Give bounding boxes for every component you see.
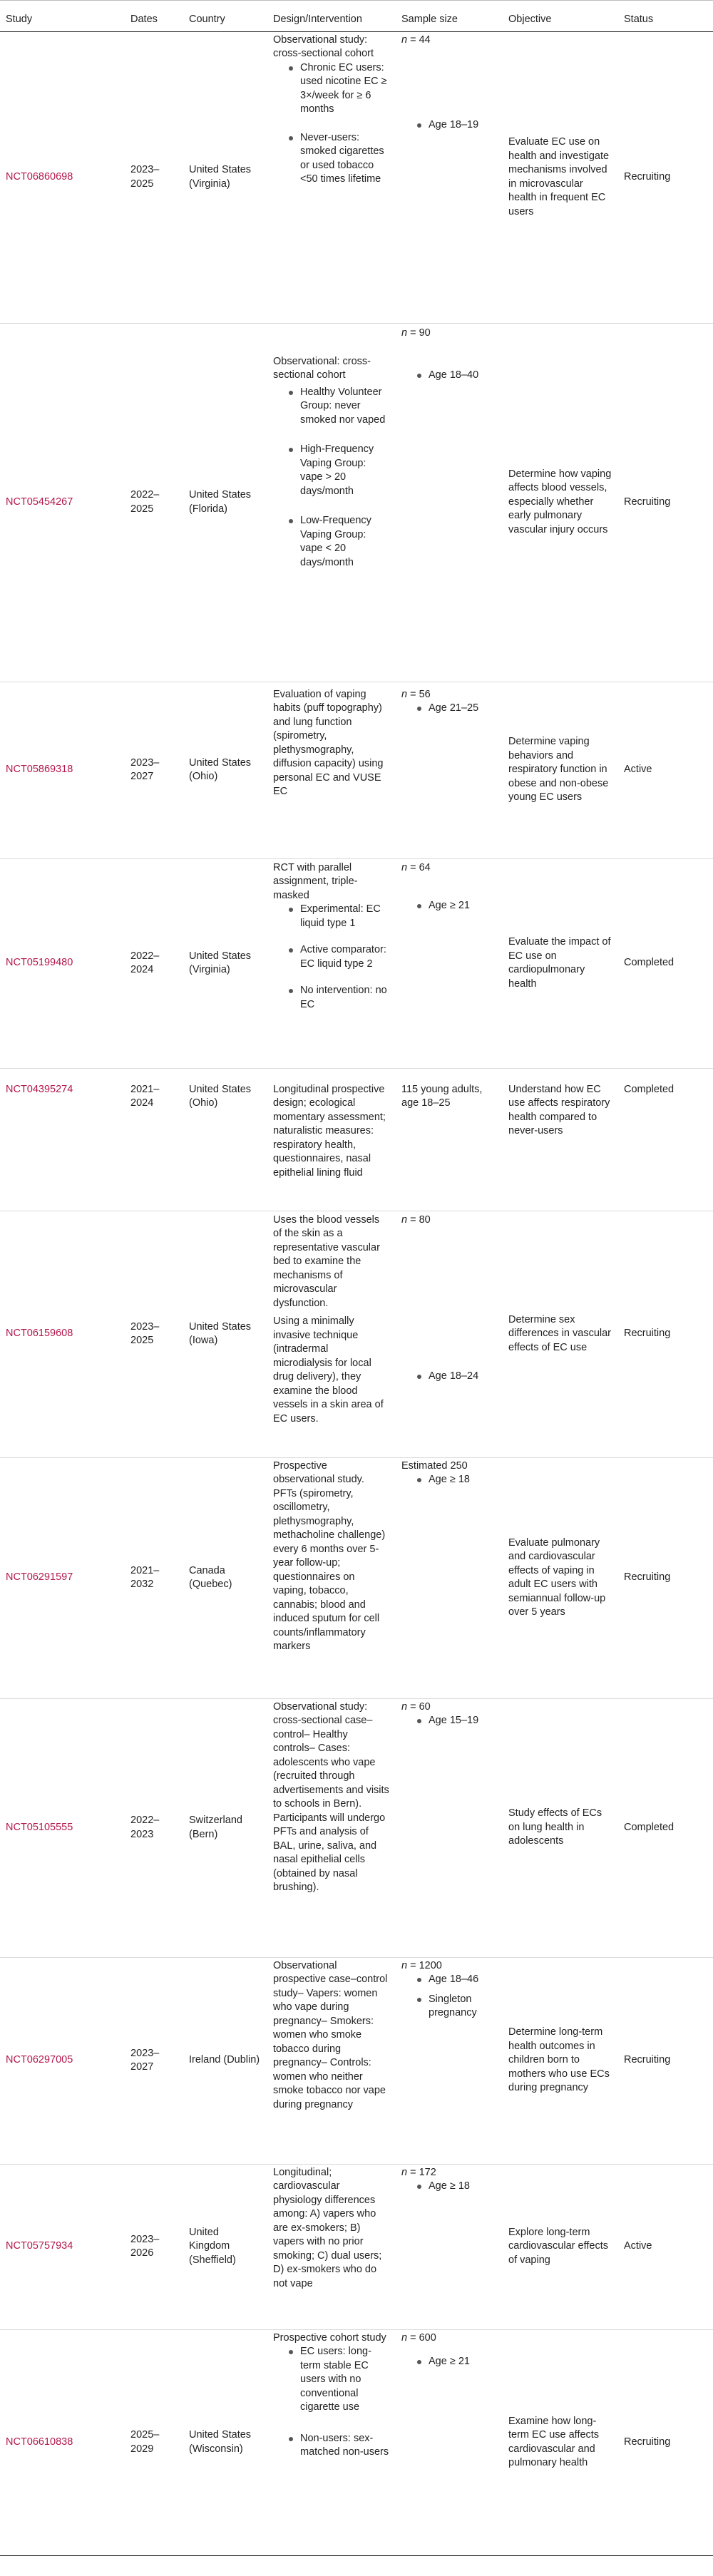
- sample-cell: [396, 31, 503, 323]
- design-bullet: Non-users: sex-matched non-users: [300, 2432, 390, 2460]
- sample-n: n = 172: [401, 2166, 436, 2178]
- design-cell: [267, 2329, 396, 2555]
- design-bullet: Healthy Volunteer Group: never smoked nor vaped: [300, 386, 390, 428]
- design-cell: [267, 858, 396, 1068]
- design-cell: [267, 323, 396, 682]
- country-cell: Switzerland (Bern): [189, 1815, 242, 1840]
- status-cell: Recruiting: [624, 1328, 671, 1340]
- design-text: Observational: cross-sectional cohort: [273, 355, 371, 381]
- dates-cell: 2021–2024: [130, 1083, 160, 1109]
- sample-cell: [396, 1698, 503, 1957]
- country-cell: United States (Virginia): [189, 164, 252, 190]
- design-bullet: Low-Frequency Vaping Group: vape < 20 days/month: [300, 514, 390, 570]
- status-cell: Recruiting: [624, 496, 671, 508]
- objective-cell: Determine long-term health outcomes in children born to mothers who use ECs during pregnancy: [508, 2026, 610, 2094]
- header-objective: Objective: [503, 1, 618, 32]
- sample-bullet: Singleton pregnancy: [429, 1993, 497, 2021]
- dates-cell: 2023–2025: [130, 164, 160, 190]
- objective-cell: Determine sex differences in vascular effects of EC use: [508, 1313, 612, 1353]
- header-country: Country: [183, 1, 267, 32]
- sample-cell: [396, 858, 503, 1068]
- header-status: Status: [618, 1, 713, 32]
- sample-cell: 115 young adults, age 18–25: [401, 1083, 483, 1109]
- table-row: [0, 1957, 713, 2164]
- header-design: Design/Intervention: [267, 1, 396, 32]
- status-cell: Completed: [624, 1821, 674, 1833]
- design-paragraph: Uses the blood vessels of the skin as a representative vascular bed to examine the mechanisms of microvascular dysfunction.: [273, 1213, 380, 1309]
- table-header-row: [0, 1, 713, 32]
- objective-cell: Evaluate EC use on health and investigate mechanisms involved in microvascular health in frequent EC users: [508, 136, 610, 217]
- table-row: [0, 31, 713, 323]
- design-bullet: Chronic EC users: used nicotine EC ≥ 3×/week for ≥ 6 months: [300, 61, 390, 117]
- study-id-link[interactable]: NCT05869318: [6, 764, 73, 776]
- country-cell: United States (Wisconsin): [189, 2429, 252, 2455]
- objective-cell: Explore long-term cardiovascular effects of vaping: [508, 2226, 608, 2266]
- design-text: RCT with parallel assignment, triple-masked: [273, 861, 358, 901]
- sample-n: n = 60: [401, 1700, 431, 1713]
- sample-n: n = 90: [401, 327, 431, 339]
- table-row: [0, 2164, 713, 2329]
- dates-cell: 2025–2029: [130, 2429, 160, 2455]
- study-id-link[interactable]: NCT06291597: [6, 1571, 73, 1584]
- sample-n: n = 56: [401, 688, 431, 700]
- objective-cell: Evaluate the impact of EC use on cardiopulmonary health: [508, 936, 611, 990]
- header-dates: Dates: [125, 1, 183, 32]
- design-cell: Prospective observational study. PFTs (spirometry, oscillometry, plethysmography, methacholine challenge) every 6 months over 5-year follow-up; questionnaires on vaping, tobacco, cannabis; blood and induced sputum for cell counts/inflammatory markers: [273, 1459, 386, 1652]
- design-cell: Longitudinal prospective design; ecological momentary assessment; naturalistic measures: respiratory health, questionnaires, nasal epithelial lining fluid: [273, 1083, 386, 1179]
- table-row: [0, 682, 713, 858]
- dates-cell: 2023–2027: [130, 2047, 160, 2073]
- study-id-link[interactable]: NCT05454267: [6, 496, 73, 508]
- design-cell: Observational prospective case–control study– Vapers: women who vape during pregnancy– Smokers: women who smoke tobacco during pregnancy– Controls: women who neither smoke tobacco nor vape during pregnancy: [273, 1959, 388, 2110]
- sample-bullet: Age 18–46: [429, 1973, 497, 1987]
- sample-n: n = 44: [401, 34, 431, 46]
- study-id-link[interactable]: NCT06610838: [6, 2436, 73, 2448]
- sample-bullet: Age 15–19: [429, 1714, 497, 1728]
- sample-cell: [396, 1211, 503, 1457]
- sample-cell: [396, 2329, 503, 2555]
- status-cell: Recruiting: [624, 1571, 671, 1584]
- table-row: [0, 858, 713, 1068]
- sample-n: n = 1200: [401, 1959, 442, 1971]
- sample-bullet: Age 21–25: [429, 702, 497, 716]
- study-id-link[interactable]: NCT04395274: [6, 1083, 73, 1095]
- header-study: Study: [0, 1, 125, 32]
- table-row: [0, 1211, 713, 1457]
- design-text: Prospective cohort study: [273, 2331, 386, 2344]
- sample-cell: [396, 682, 503, 858]
- status-cell: Completed: [624, 1083, 674, 1095]
- status-cell: Recruiting: [624, 2054, 671, 2066]
- country-cell: United States (Virginia): [189, 950, 252, 975]
- sample-cell: [396, 323, 503, 682]
- study-id-link[interactable]: NCT05757934: [6, 2240, 73, 2252]
- study-id-link[interactable]: NCT06159608: [6, 1328, 73, 1340]
- objective-cell: Evaluate pulmonary and cardiovascular effects of vaping in adult EC users with semiannual follow-up over 5 years: [508, 1536, 606, 1618]
- design-bullet: High-Frequency Vaping Group: vape > 20 days/month: [300, 443, 390, 498]
- sample-n: n = 600: [401, 2331, 436, 2344]
- header-sample-size: Sample size: [396, 1, 503, 32]
- study-id-link[interactable]: NCT06860698: [6, 170, 73, 183]
- status-cell: Recruiting: [624, 170, 671, 183]
- design-cell: [267, 1211, 396, 1457]
- table-row: [0, 2329, 713, 2555]
- dates-cell: 2023–2026: [130, 2233, 160, 2259]
- country-cell: United States (Florida): [189, 489, 252, 515]
- dates-cell: 2023–2025: [130, 1320, 160, 1346]
- status-cell: Recruiting: [624, 2436, 671, 2448]
- sample-bullet: Age ≥ 18: [429, 1473, 497, 1487]
- sample-cell: [396, 1457, 503, 1698]
- sample-bullet: Age 18–24: [429, 1370, 497, 1384]
- objective-cell: Determine how vaping affects blood vessels, especially whether early pulmonary vascular injury occurs: [508, 468, 612, 535]
- design-bullet: No intervention: no EC: [300, 984, 390, 1012]
- status-cell: Active: [624, 764, 652, 776]
- sample-bullet: Age ≥ 21: [429, 899, 497, 913]
- country-cell: United States (Iowa): [189, 1320, 252, 1346]
- sample-bullet: Age ≥ 21: [429, 2355, 497, 2369]
- table-row: [0, 1698, 713, 1957]
- dates-cell: 2022–2023: [130, 1815, 160, 1840]
- design-cell: Evaluation of vaping habits (puff topography) and lung function (spirometry, plethysmography, diffusion capacity) using personal EC and VUSE EC: [273, 688, 384, 797]
- status-cell: Active: [624, 2240, 652, 2252]
- sample-bullet: Age 18–19: [429, 118, 497, 133]
- study-id-link[interactable]: NCT05199480: [6, 957, 73, 969]
- table-row: [0, 1457, 713, 1698]
- country-cell: Ireland (Dublin): [189, 2054, 260, 2066]
- design-bullet: Experimental: EC liquid type 1: [300, 903, 390, 930]
- design-paragraph: Using a minimally invasive technique (intradermal microdialysis for local drug delivery), they examine the blood vessels in a skin area of EC users.: [273, 1315, 384, 1425]
- design-bullet: EC users: long-term stable EC users with no conventional cigarette use: [300, 2345, 390, 2415]
- sample-n: n = 64: [401, 861, 431, 873]
- dates-cell: 2023–2027: [130, 756, 160, 782]
- design-text: Observational study: cross-sectional cohort: [273, 34, 374, 59]
- country-cell: United Kingdom (Sheffield): [189, 2226, 236, 2266]
- design-bullet: Active comparator: EC liquid type 2: [300, 943, 390, 971]
- sample-bullet: Age 18–40: [429, 369, 497, 383]
- dates-cell: 2022–2025: [130, 489, 160, 515]
- objective-cell: Understand how EC use affects respiratory health compared to never-users: [508, 1083, 610, 1136]
- design-cell: [267, 31, 396, 323]
- dates-cell: 2021–2032: [130, 1564, 160, 1590]
- design-cell: Longitudinal; cardiovascular physiology differences among: A) vapers who are ex-smokers; B) vapers with no prior smoking; C) dual users; D) ex-smokers who do not vape: [273, 2166, 382, 2289]
- objective-cell: Study effects of ECs on lung health in adolescents: [508, 1807, 602, 1847]
- table-row: [0, 1068, 713, 1211]
- table-row: [0, 323, 713, 682]
- country-cell: Canada (Quebec): [189, 1564, 232, 1590]
- study-id-link[interactable]: NCT06297005: [6, 2054, 73, 2066]
- design-cell: Observational study: cross-sectional case–control– Healthy controls– Cases: adolescents who vape (recruited through advertisements and visits to schools in Bern). Participants will undergo PFTs and analysis of BAL, urine, saliva, and nasal epithelial cells (obtained by nasal brushing).: [273, 1700, 389, 1893]
- sample-cell: [396, 1957, 503, 2164]
- sample-n: n = 80: [401, 1213, 431, 1226]
- dates-cell: 2022–2024: [130, 950, 160, 975]
- sample-bullet: Age ≥ 18: [429, 2180, 497, 2194]
- sample-cell: [396, 2164, 503, 2329]
- objective-cell: Examine how long-term EC use affects cardiovascular and pulmonary health: [508, 2415, 600, 2468]
- status-cell: Completed: [624, 957, 674, 969]
- country-cell: United States (Ohio): [189, 756, 252, 782]
- study-id-link[interactable]: NCT05105555: [6, 1821, 73, 1833]
- country-cell: United States (Ohio): [189, 1083, 252, 1109]
- design-bullet: Never-users: smoked cigarettes or used tobacco <50 times lifetime: [300, 131, 390, 187]
- sample-text: Estimated 250: [401, 1459, 468, 1472]
- objective-cell: Determine vaping behaviors and respiratory function in obese and non-obese young EC users: [508, 736, 609, 804]
